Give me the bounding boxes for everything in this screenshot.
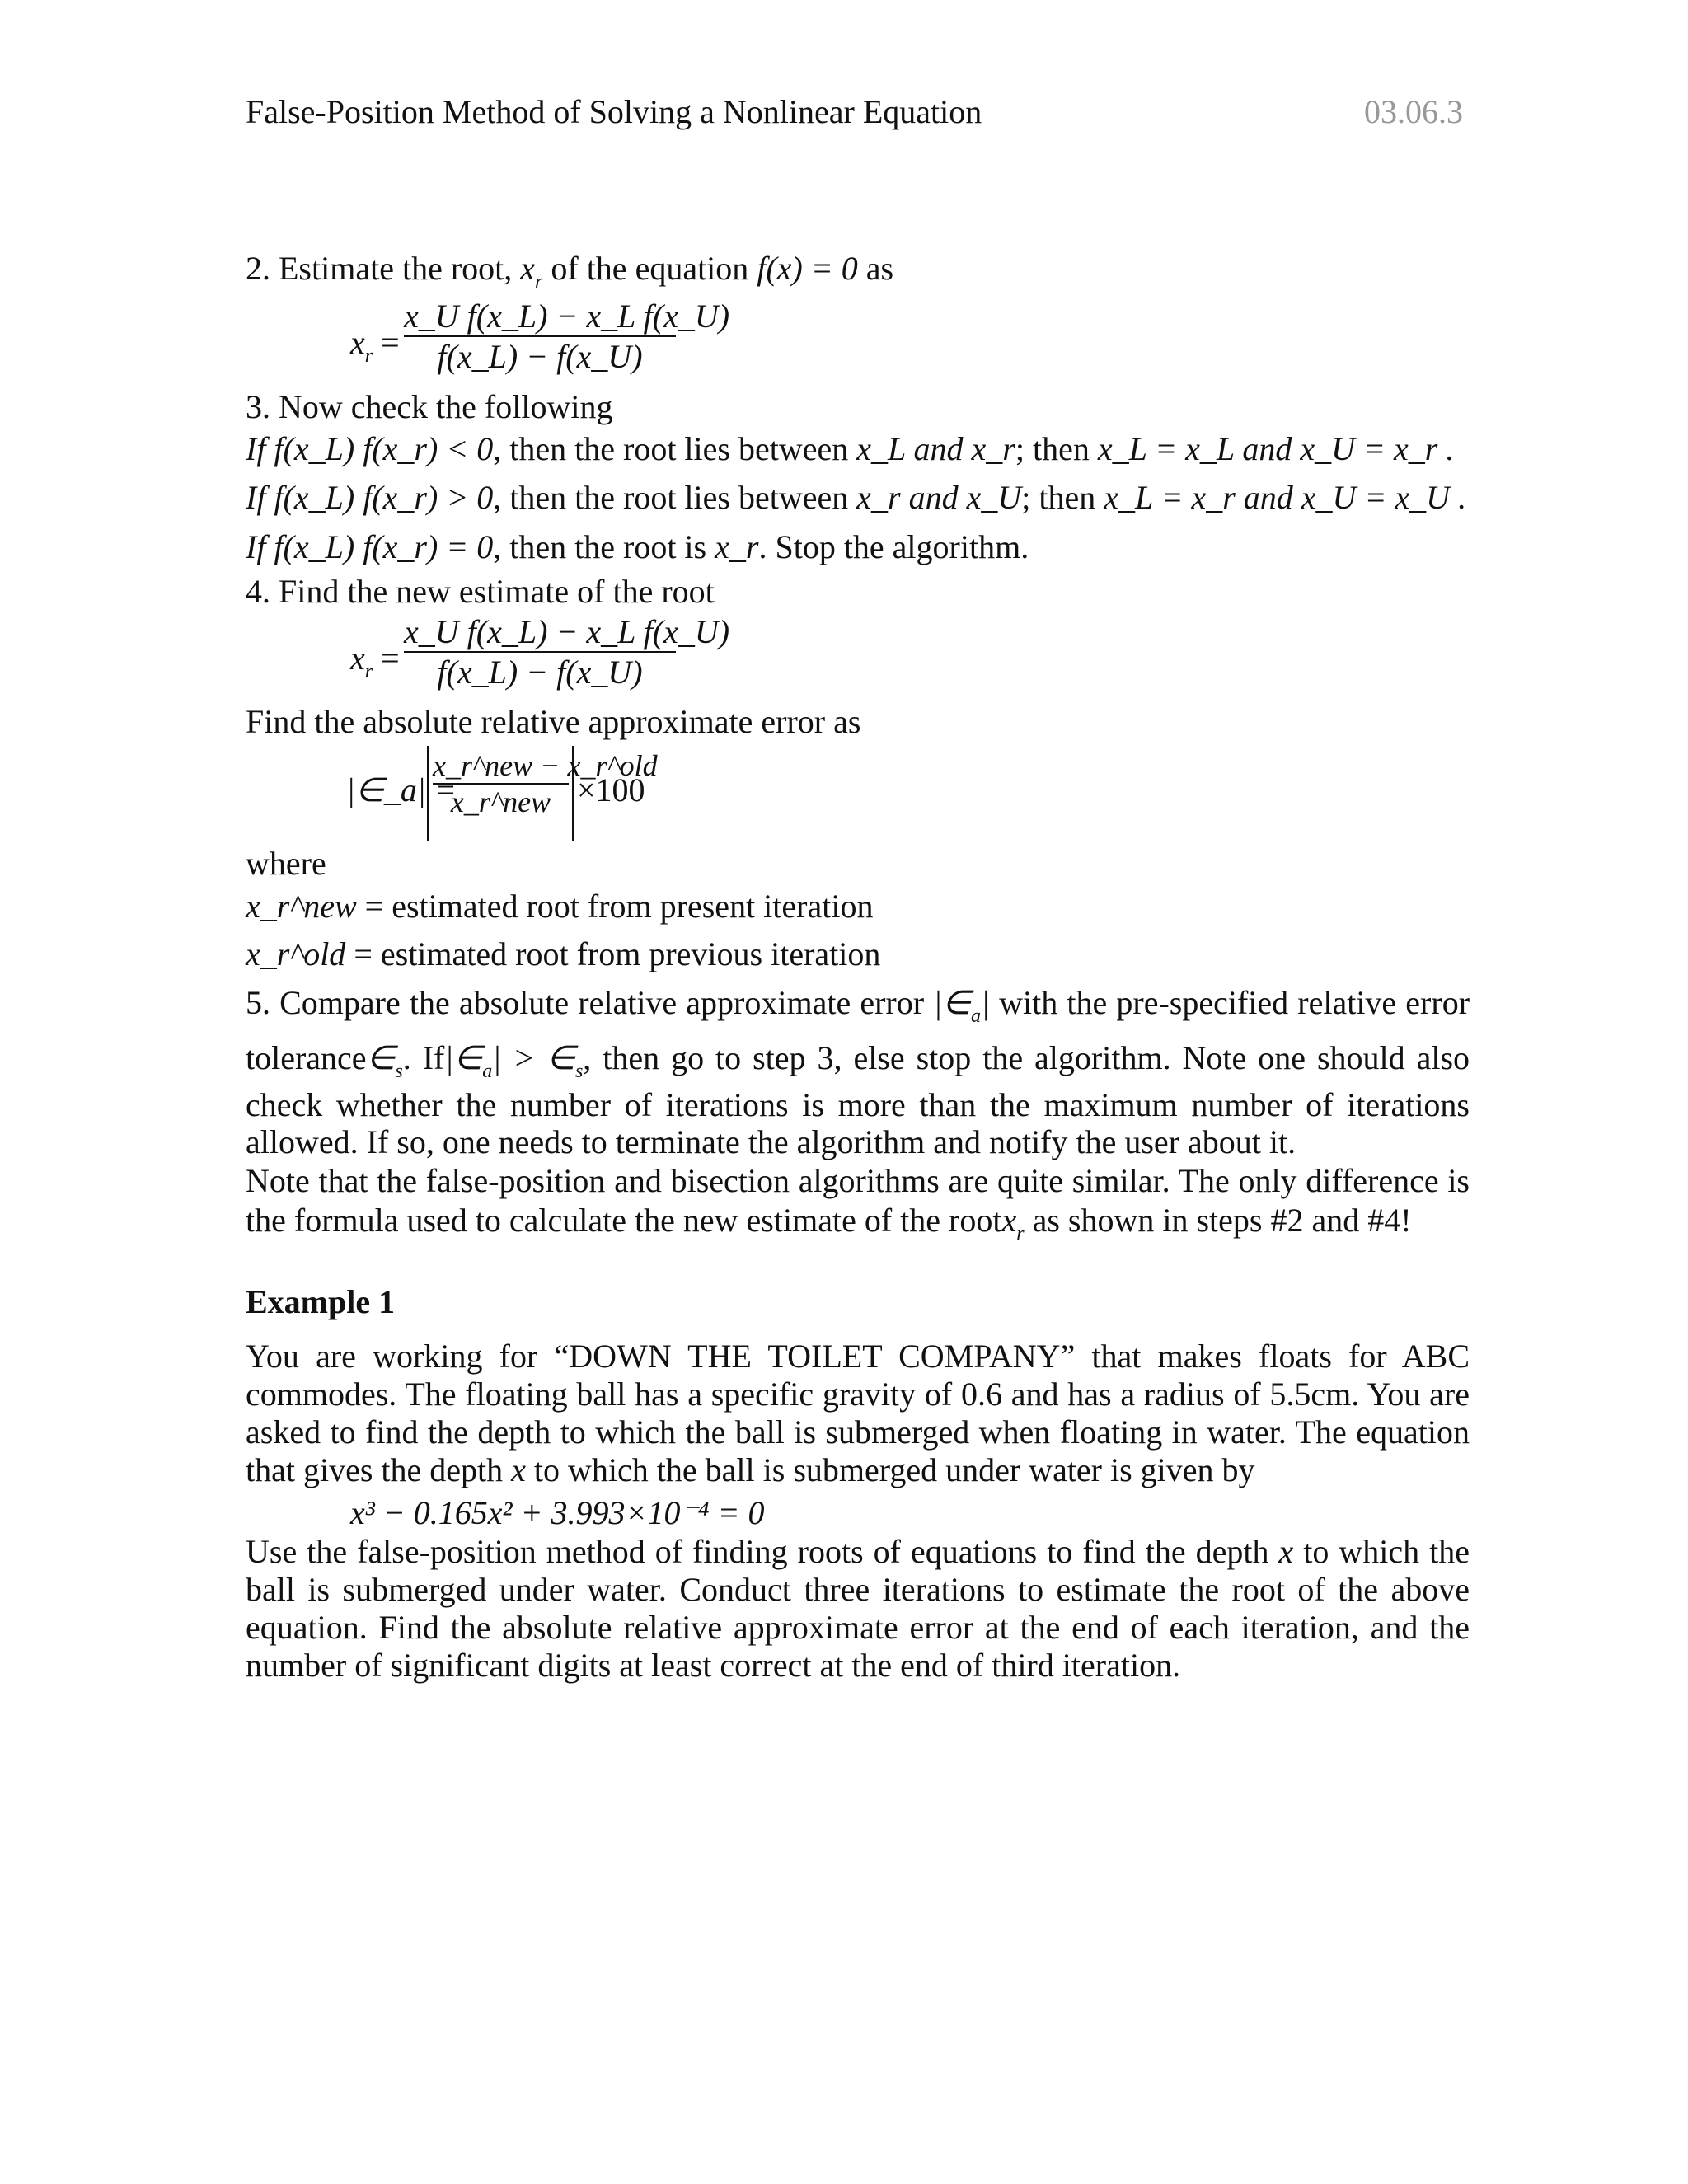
example-p2-line2: ball is submerged under water. Conduct three iterations to estimate the root of the above	[246, 1571, 1470, 1608]
where-label: where	[246, 845, 326, 882]
example-p1-line4: that gives the depth x to which the ball is submerged under water is given by	[246, 1451, 1255, 1488]
example-p1-line1: You are working for “DOWN THE TOILET COMPANY” that makes floats for ABC	[246, 1338, 1470, 1375]
old-definition: x_r^old = estimated root from previous iteration	[246, 935, 881, 972]
step5-line3: check whether the number of iterations is more than the maximum number of iterations	[246, 1086, 1470, 1123]
example-p1-line2: commodes. The floating ball has a specific gravity of 0.6 and has a radius of 5.5cm. You are	[246, 1376, 1470, 1413]
error-numerator: x_r^new − x_r^old	[433, 749, 658, 782]
error-lhs: |∈_a| =	[346, 771, 457, 808]
formula2-numerator: x_U f(x_L) − x_L f(x_U)	[404, 613, 730, 650]
step2-line: 2. Estimate the root, $x_r$ of the equation f(x) = 0 as	[246, 250, 894, 293]
page-number: 03.06.3	[1364, 93, 1463, 130]
step3-if2: If f(x_L) f(x_r) > 0, then the root lies between x_r and x_U; then x_L = x_r and x_U = x_U .	[246, 479, 1467, 516]
step3-if1: If f(x_L) f(x_r) < 0, then the root lies between x_L and x_r; then x_L = x_L and x_U = x_r .	[246, 430, 1455, 467]
step5-line1: 5. Compare the absolute relative approximate error $|\in_a|$ with the pre-specified relative error	[246, 984, 1470, 1027]
example-p2-line1: Use the false-position method of finding roots of equations to find the depth x to which the	[246, 1533, 1470, 1570]
step3-if3: If f(x_L) f(x_r) = 0, then the root is x_r. Stop the algorithm.	[246, 528, 1029, 565]
formula2-denominator: f(x_L) − f(x_U)	[437, 654, 643, 691]
formula2-lhs: $x_r$ =	[350, 640, 400, 682]
new-definition: x_r^new = estimated root from present iteration	[246, 888, 874, 925]
error-denominator: x_r^new	[450, 785, 551, 818]
fx-equation: f(x) = 0	[757, 250, 858, 287]
note-line1: Note that the false-position and bisection algorithms are quite similar. The only difference is	[246, 1162, 1470, 1199]
error-times: ×100	[577, 771, 645, 808]
example-heading: Example 1	[246, 1283, 396, 1320]
formula1-fraction	[404, 297, 730, 376]
example-p1-line3: asked to find the depth to which the ball is submerged when floating in water. The equation	[246, 1413, 1470, 1451]
step5-line4: allowed. If so, one needs to terminate the algorithm and notify the user about it.	[246, 1123, 1296, 1160]
formula1-denominator: f(x_L) − f(x_U)	[437, 338, 643, 375]
example-equation: x³ − 0.165x² + 3.993×10⁻⁴ = 0	[350, 1494, 765, 1531]
formula1-lhs: $x_r$ =	[350, 324, 400, 367]
step3-heading: 3. Now check the following	[246, 388, 613, 425]
example-p2-line4: number of significant digits at least correct at the end of third iteration.	[246, 1647, 1181, 1684]
note-line2: the formula used to calculate the new estimate of the rootx$_r$ as shown in steps #2 and #4!	[246, 1202, 1412, 1244]
error-heading: Find the absolute relative approximate error as	[246, 703, 861, 740]
formula1-numerator: x_U f(x_L) − x_L f(x_U)	[404, 298, 730, 335]
step4-heading: 4. Find the new estimate of the root	[246, 573, 715, 610]
header-title: False-Position Method of Solving a Nonlinear Equation	[246, 93, 982, 130]
step5-line2: $tolerance\in_s$. $If|\in_a|$ > $\in_s$, then go to step 3, else stop the algorithm. Note one should also	[246, 1039, 1470, 1082]
example-p2-line3: equation. Find the absolute relative approximate error at the end of each iteration, and the	[246, 1609, 1470, 1646]
formula2-fraction	[404, 612, 730, 691]
